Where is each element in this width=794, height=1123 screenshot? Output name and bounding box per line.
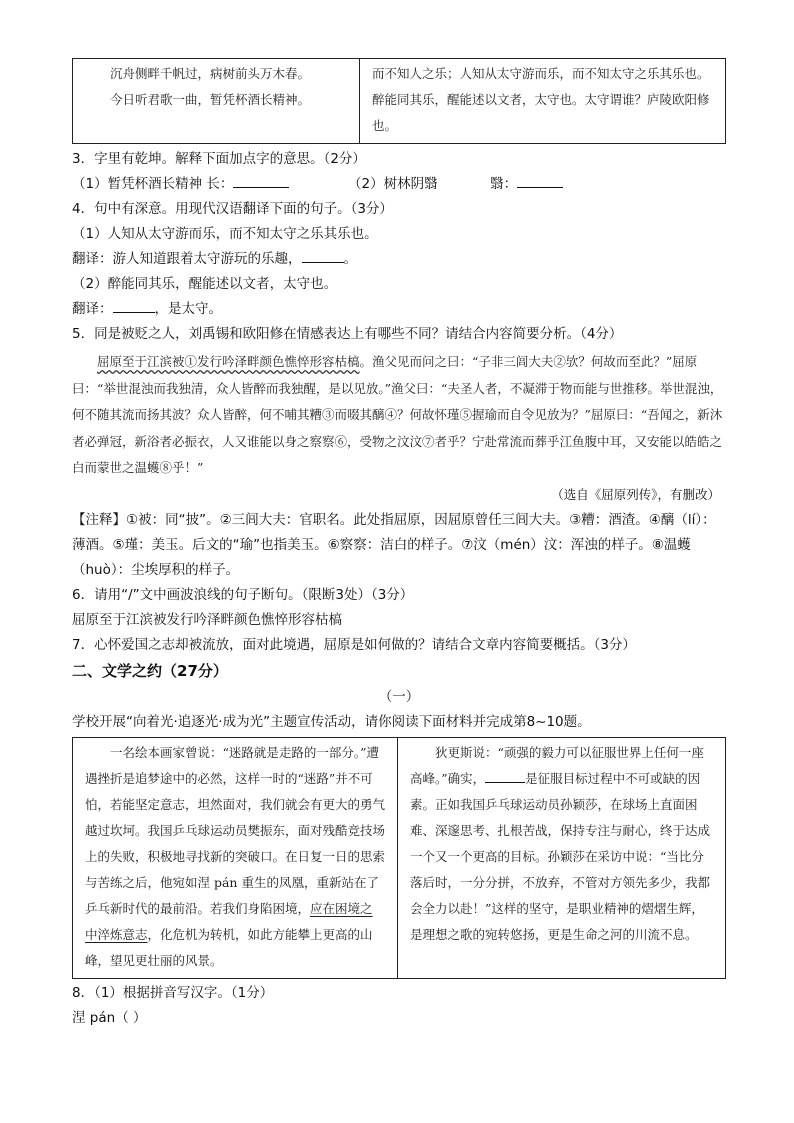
q3-item-1: （1）暂凭杯酒长精神 长： — [72, 176, 234, 192]
passage-wavy-sentence: 屈原至于江滨被①发行吟泽畔颜色憔悴形容枯槁 — [97, 354, 360, 369]
q6-stem: 6．请用“/”文中画波浪线的句子断句。（限断3处）（3分） — [72, 586, 414, 603]
q7-stem: 7．心怀爱国之志却被流放，面对此境遇，屈原是如何做的？请结合文章内容简要概括。（3分） — [72, 636, 636, 653]
q3-blank-2[interactable] — [517, 175, 563, 188]
material-left-text — [85, 740, 385, 974]
material-blank[interactable] — [485, 770, 525, 783]
q3-item-2-key: 翳： — [490, 176, 518, 192]
q4-translation-2 — [72, 297, 726, 322]
q4-translation-1-suffix: 。 — [343, 251, 357, 267]
exam-page — [72, 58, 726, 1031]
passage-notes: 【注释】①被：同“披”。②三闾大夫：官职名。此处指屈原，因屈原曾任三闾大夫。③糟：酒渣。④醨（lí）：薄酒。⑤瑾：美玉。后文的“瑜”也指美玉。⑥察察：洁白的样子。⑦汶（mén）汶：浑浊的样子。⑧温蠖（huò）：尘埃厚积的样子。 — [72, 511, 716, 578]
material-table — [72, 737, 726, 979]
q3-items — [72, 172, 726, 197]
q4-translation-2-prefix: 翻译： — [72, 301, 113, 317]
poem-line-1: 沉舟侧畔千帆过，病树前头万木春。 — [110, 66, 311, 81]
q3-item-2: （2）树林阴翳 — [347, 176, 438, 192]
section-2-title: 二、文学之约（27分） — [72, 661, 228, 680]
poem-line-2: 今日听君歌一曲，暂凭杯酒长精神。 — [110, 92, 311, 107]
passage-text — [72, 349, 726, 482]
q3-stem: 3．字里有乾坤。解释下面加点字的意思。（2分） — [72, 151, 366, 167]
material-left-underlined: 应在困境之中淬炼意志 — [85, 900, 373, 942]
q4-blank-2[interactable] — [113, 300, 155, 313]
poem-cell — [73, 59, 360, 144]
material-right-part-a: 狄更斯说：“顽强的毅力可以征服世界上任何一座高峰。”确实， — [410, 744, 704, 786]
section-2-subtitle: （一） — [378, 688, 420, 705]
q4-sentence-2: （2）醉能同其乐，醒能述以文者，太守也。 — [72, 276, 338, 292]
q8-item: 涅 pán（ ） — [72, 1009, 147, 1026]
prose-text: 而不知人之乐；人知从太守游而乐，而不知太守之乐其乐也。醉能同其乐，醒能述以文者，太守也。太守谓谁？庐陵欧阳修也。 — [372, 66, 710, 133]
q8-stem: 8．（1）根据拼音写汉字。（1分） — [72, 984, 274, 1001]
q5-stem: 5．同是被贬之人，刘禹锡和欧阳修在情感表达上有哪些不同？请结合内容简要分析。（4分） — [72, 326, 623, 342]
material-left-part-a: 一名绘本画家曾说：“迷路就是走路的一部分。”遭遇挫折是追梦途中的必然，这样一时的“迷路”并不可怕，若能坚定意志，坦然面对，我们就会有更大的勇气越过坎坷。我国乒乓球运动员樊振东，面对残酷竞技场上的失败，积极地寻找新的突破口。在日复一日的思索与苦练之后，他宛如涅 pán 重生的凤凰，重新站在了乒乓新时代的最前沿。若我们身陷困境， — [85, 744, 386, 916]
section-2-intro: 学校开展“向着光·追逐光·成为光”主题宣传活动，请你阅读下面材料并完成第8~10题。 — [72, 713, 591, 730]
poem-table — [72, 58, 726, 144]
q4-blank-1[interactable] — [302, 250, 344, 263]
q4-stem: 4．句中有深意。用现代汉语翻译下面的句子。（3分） — [72, 201, 393, 217]
material-left-part-b: ，化危机为转机，如此方能攀上更高的山峰，望见更壮丽的风景。 — [85, 926, 373, 968]
q6-sentence: 屈原至于江滨被发行吟泽畔颜色憔悴形容枯槁 — [72, 611, 342, 628]
passage-rest: 。渔父见而问之曰：“子非三闾大夫②欤？何故而至此？”屈原曰：“举世混浊而我独清，众人皆醉而我独醒，是以见放。”渔父曰：“夫圣人者，不凝滞于物而能与世推移。举世混浊，何不随其流而扬其波？众人皆醉，何不哺其糟③而啜其醨④？何故怀瑾⑤握瑜而自令见放为？”屈原曰：“吾闻之，新沐者必弹冠，新浴者必振衣，人又谁能以身之察察⑥，受物之汶汶⑦者乎？宁赴常流而葬乎江鱼腹中耳，又安能以皓皓之白而蒙世之温蠖⑧乎！” — [72, 354, 723, 475]
q4-sentence-1: （1）人知从太守游而乐，而不知太守之乐其乐也。 — [72, 226, 378, 242]
q4-translation-1 — [72, 247, 726, 272]
material-right-part-b: 是征服目标过程中不可或缺的因素。正如我国乒乓球运动员孙颖莎，在球场上直面困难、深邃思考、扎根苦战，保持专注与耐心，终于达成一个又一个更高的目标。孙颖莎在采访中说：“当比分落后时，一分分拼，不放弃，不管对方领先多少，我都会全力以赴！”这样的坚守，是职业精神的熠熠生辉，是理想之歌的宛转悠扬，更是生命之河的川流不息。 — [410, 770, 711, 942]
q4-translation-1-prefix: 翻译：游人知道跟着太守游玩的乐趣， — [72, 251, 302, 267]
passage-source: （选自《屈原列传》，有删改） — [551, 486, 720, 502]
material-left-cell — [73, 737, 398, 978]
prose-cell — [360, 59, 726, 144]
material-right-text — [410, 740, 713, 948]
q3-blank-1[interactable] — [233, 175, 289, 188]
material-right-cell — [398, 737, 726, 978]
q4-translation-2-suffix: ，是太守。 — [154, 301, 222, 317]
